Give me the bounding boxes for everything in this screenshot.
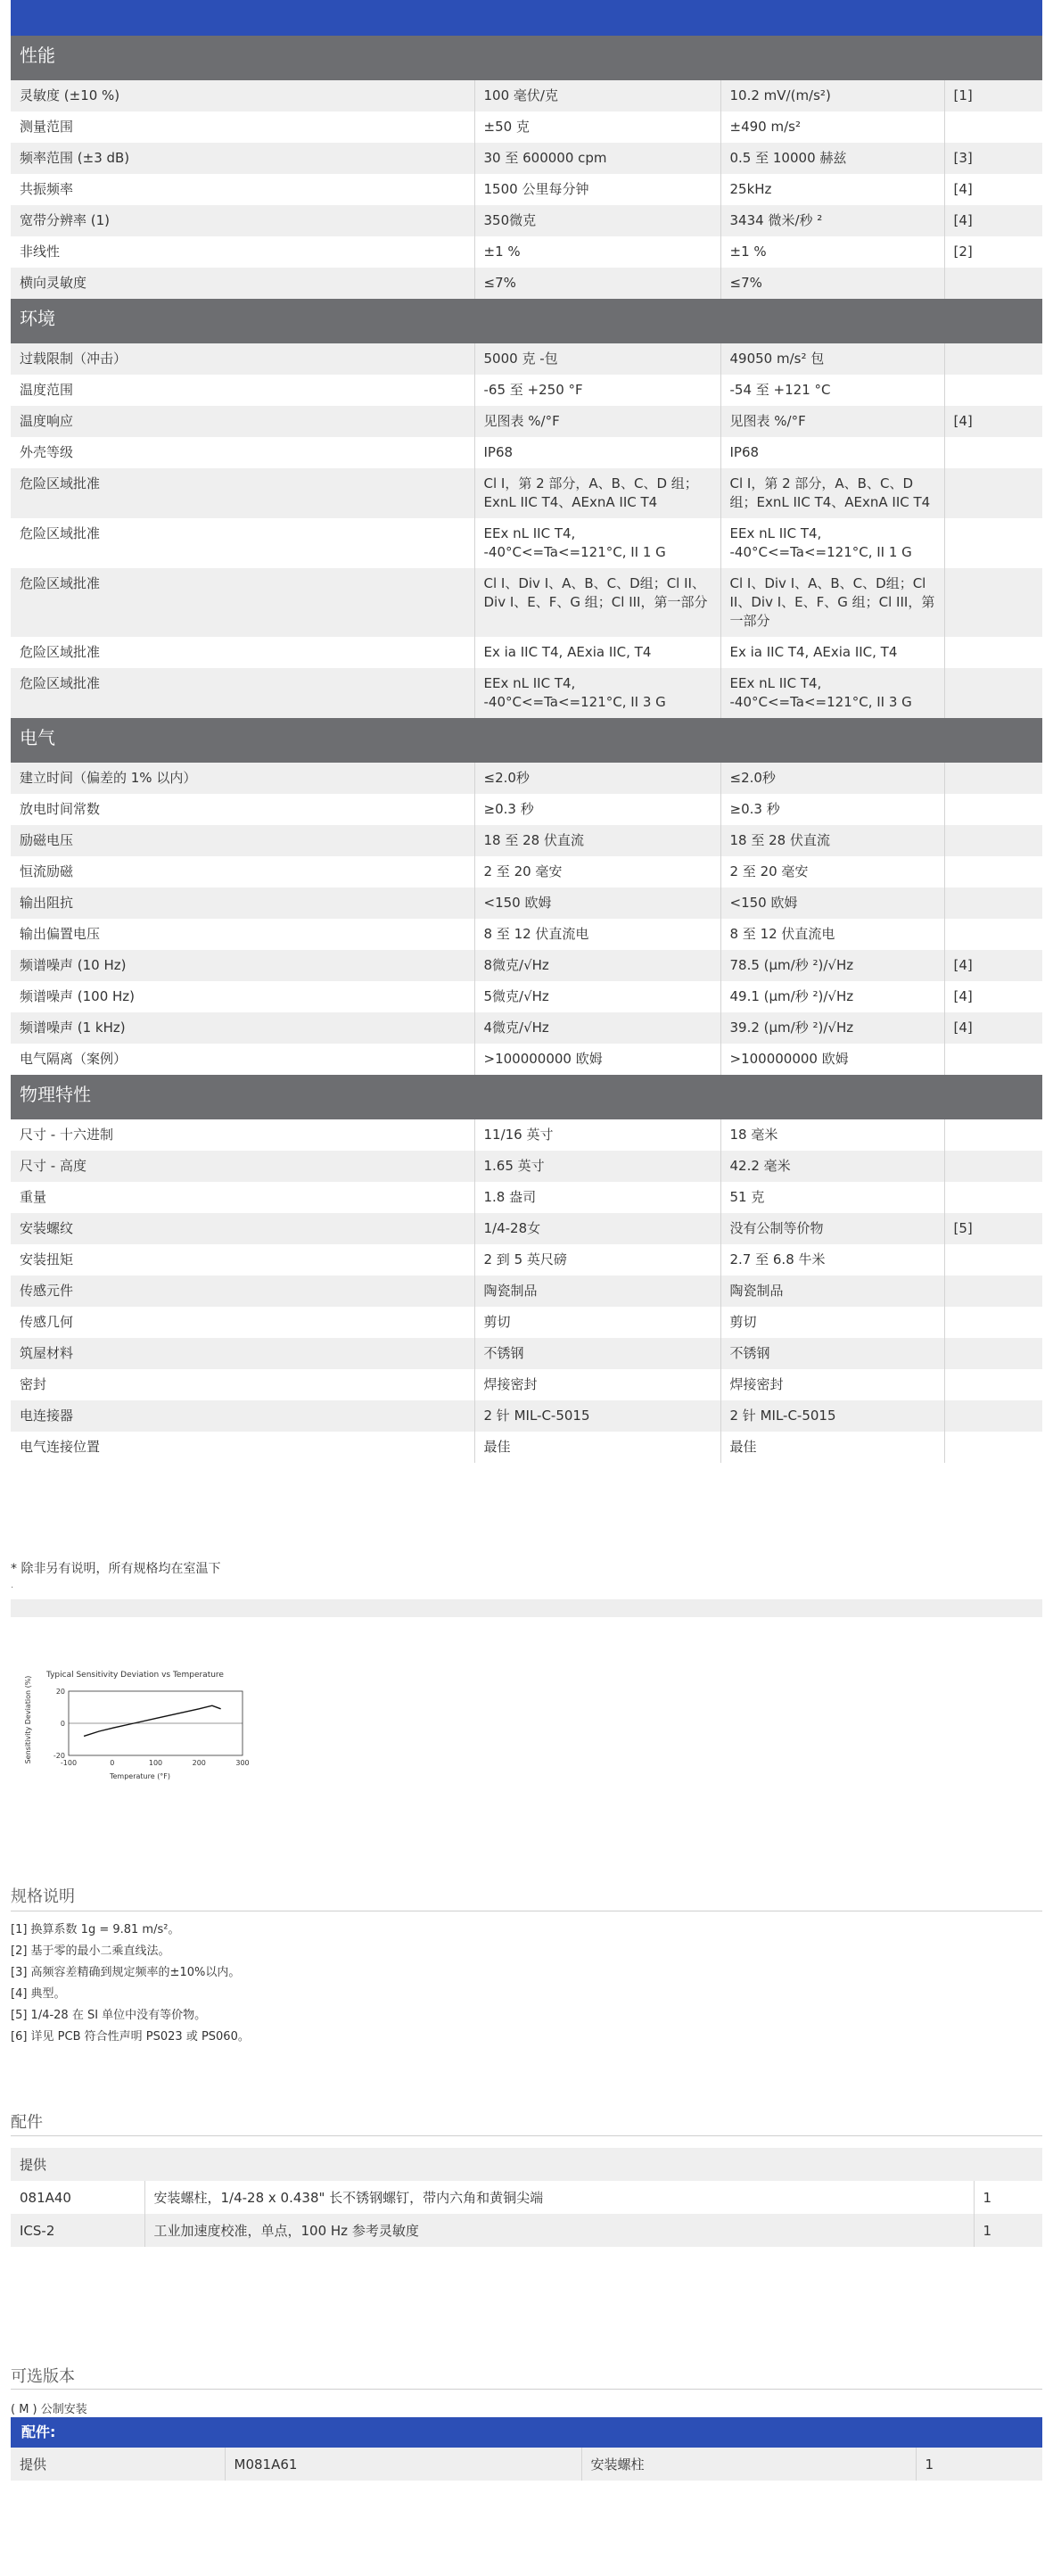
spec-imperial-value: EEx nL IIC T4, -40°C<=Ta<=121°C, II 1 G: [474, 518, 720, 568]
spec-si-value: 18 至 28 伏直流: [720, 825, 944, 856]
spec-si-value: Cl I，第 2 部分，A、B、C、D 组；ExnL IIC T4、AExnA IIC T4: [720, 468, 944, 518]
optional-bar-label: 配件:: [21, 2423, 56, 2440]
chart-ylabel: Sensitivity Deviation (%): [24, 1675, 32, 1764]
spec-imperial-value: 100 毫伏/克: [474, 80, 720, 111]
spec-note: [944, 343, 1042, 375]
spec-label: 励磁电压: [11, 825, 474, 856]
optional-variant: ( M ) 公制安装: [11, 2403, 87, 2416]
section-header: [11, 36, 1042, 80]
spec-si-value: EEx nL IIC T4, -40°C<=Ta<=121°C, II 1 G: [720, 518, 944, 568]
chart-xtick-label: 100: [148, 1759, 163, 1767]
spec-imperial-value: ±1 %: [474, 236, 720, 268]
spec-si-value: ±490 m/s²: [720, 111, 944, 143]
spec-label: 输出阻抗: [11, 888, 474, 919]
spec-imperial-value: 1500 公里每分钟: [474, 174, 720, 205]
spec-note: [944, 111, 1042, 143]
spec-table: [11, 36, 1043, 1463]
chart-ytick-label: -20: [53, 1752, 65, 1760]
divider-strip: [11, 1599, 1042, 1617]
spec-si-value: Cl I、Div I、A、B、C、D组；Cl II、Div I、E、F、G 组；Cl III，第一部分: [720, 568, 944, 637]
section-title: 物理特性: [11, 1075, 1042, 1119]
spec-si-value: 没有公制等价物: [720, 1213, 944, 1244]
spec-imperial-value: 2 至 20 毫安: [474, 856, 720, 888]
table-row: [11, 919, 1042, 950]
table-row: [11, 343, 1042, 375]
spec-imperial-value: EEx nL IIC T4, -40°C<=Ta<=121°C, II 3 G: [474, 668, 720, 718]
spec-si-value: 见图表 %/°F: [720, 406, 944, 437]
spec-imperial-value: 11/16 英寸: [474, 1119, 720, 1151]
table-row: [11, 825, 1042, 856]
spec-label: 非线性: [11, 236, 474, 268]
spec-imperial-value: IP68: [474, 437, 720, 468]
table-row: [11, 1276, 1042, 1307]
chart-svg: [20, 1666, 269, 1791]
spec-si-value: 陶瓷制品: [720, 1276, 944, 1307]
spec-imperial-value: 5微克/√Hz: [474, 981, 720, 1012]
note-item: [4] 典型。: [11, 1987, 66, 2001]
spec-label: 危险区域批准: [11, 518, 474, 568]
spec-note: [944, 1151, 1042, 1182]
spec-imperial-value: 1.8 盎司: [474, 1182, 720, 1213]
spec-imperial-value: ≤2.0秒: [474, 763, 720, 794]
spec-imperial-value: 4微克/√Hz: [474, 1012, 720, 1044]
spec-si-value: 焊接密封: [720, 1369, 944, 1400]
spec-imperial-value: Cl I，第 2 部分，A、B、C、D 组；ExnL IIC T4、AExnA IIC T4: [474, 468, 720, 518]
accessories-table: [11, 2148, 1042, 2247]
accessory-qty: 1: [974, 2181, 1042, 2214]
accessory-model[interactable]: ICS-2: [11, 2214, 144, 2247]
spec-label: 温度范围: [11, 375, 474, 406]
table-row: [11, 518, 1042, 568]
spec-note: [944, 1182, 1042, 1213]
spec-imperial-value: <150 欧姆: [474, 888, 720, 919]
accessories-header: 提供: [11, 2148, 1042, 2181]
spec-label: 电连接器: [11, 1400, 474, 1432]
spec-si-value: 18 毫米: [720, 1119, 944, 1151]
accessories-header-row: [11, 2148, 1042, 2181]
table-row: [11, 406, 1042, 437]
spec-imperial-value: 2 到 5 英尺磅: [474, 1244, 720, 1276]
spec-note: [944, 1432, 1042, 1463]
spec-label: 宽带分辨率 (1): [11, 205, 474, 236]
spec-note: [2]: [944, 236, 1042, 268]
spec-note: [944, 1244, 1042, 1276]
spec-note: [944, 1400, 1042, 1432]
table-row: [11, 568, 1042, 637]
optional-type: 提供: [11, 2448, 225, 2481]
spec-note: [4]: [944, 205, 1042, 236]
spec-si-value: ≤7%: [720, 268, 944, 299]
chart-ytick-label: 20: [55, 1688, 65, 1696]
accessory-description: 安装螺柱，1/4-28 x 0.438" 长不锈钢螺钉，带内六角和黄铜尖端: [144, 2181, 974, 2214]
spec-si-value: 39.2 (μm/秒 ²)/√Hz: [720, 1012, 944, 1044]
section-header: [11, 718, 1042, 763]
accessory-qty: 1: [974, 2214, 1042, 2247]
spec-note: [5]: [944, 1213, 1042, 1244]
spec-label: 密封: [11, 1369, 474, 1400]
spec-note: [944, 375, 1042, 406]
spec-label: 传感几何: [11, 1307, 474, 1338]
spec-imperial-value: 见图表 %/°F: [474, 406, 720, 437]
spec-label: 传感元件: [11, 1276, 474, 1307]
table-row: [11, 1213, 1042, 1244]
tiny-mark: .: [11, 1581, 14, 1590]
table-row: [11, 794, 1042, 825]
spec-note: [944, 637, 1042, 668]
note-item: [2] 基于零的最小二乘直线法。: [11, 1944, 170, 1958]
table-row: [11, 375, 1042, 406]
spec-imperial-value: ≤7%: [474, 268, 720, 299]
table-row: [11, 111, 1042, 143]
spec-label: 外壳等级: [11, 437, 474, 468]
spec-si-value: 3434 微米/秒 ²: [720, 205, 944, 236]
spec-imperial-value: 不锈钢: [474, 1338, 720, 1369]
spec-si-value: EEx nL IIC T4, -40°C<=Ta<=121°C, II 3 G: [720, 668, 944, 718]
section-header: [11, 1075, 1042, 1119]
spec-label: 安装扭矩: [11, 1244, 474, 1276]
chart-ytick-label: 0: [60, 1720, 65, 1728]
table-row: [11, 856, 1042, 888]
table-row: [11, 668, 1042, 718]
spec-imperial-value: 18 至 28 伏直流: [474, 825, 720, 856]
spec-imperial-value: 焊接密封: [474, 1369, 720, 1400]
spec-label: 温度响应: [11, 406, 474, 437]
spec-si-value: 78.5 (μm/秒 ²)/√Hz: [720, 950, 944, 981]
table-row: [11, 1369, 1042, 1400]
spec-imperial-value: 8微克/√Hz: [474, 950, 720, 981]
table-row: [11, 637, 1042, 668]
table-row: [11, 437, 1042, 468]
table-row: [11, 205, 1042, 236]
spec-si-value: 25kHz: [720, 174, 944, 205]
accessory-description: 工业加速度校准，单点，100 Hz 参考灵敏度: [144, 2214, 974, 2247]
spec-imperial-value: ±50 克: [474, 111, 720, 143]
spec-label: 放电时间常数: [11, 794, 474, 825]
spec-note: [944, 437, 1042, 468]
chart-xtick-label: 0: [110, 1759, 115, 1767]
chart-xtick-label: 200: [192, 1759, 206, 1767]
table-row: [11, 1432, 1042, 1463]
spec-si-value: 10.2 mV/(m/s²): [720, 80, 944, 111]
spec-label: 电气隔离（案例）: [11, 1044, 474, 1075]
spec-si-value: 51 克: [720, 1182, 944, 1213]
section-title: 环境: [11, 299, 1042, 343]
spec-si-value: 最佳: [720, 1432, 944, 1463]
note-item: [6] 详见 PCB 符合性声明 PS023 或 PS060。: [11, 2030, 250, 2043]
table-row: [11, 174, 1042, 205]
section-header: [11, 299, 1042, 343]
spec-imperial-value: 5000 克 -包: [474, 343, 720, 375]
spec-note: [944, 1044, 1042, 1075]
spec-si-value: 2 针 MIL-C-5015: [720, 1400, 944, 1432]
spec-si-value: 2.7 至 6.8 牛米: [720, 1244, 944, 1276]
spec-imperial-value: 陶瓷制品: [474, 1276, 720, 1307]
spec-label: 电气连接位置: [11, 1432, 474, 1463]
top-accent-bar: [11, 0, 1042, 36]
optional-qty: 1: [916, 2448, 1042, 2481]
notes-title: 规格说明: [11, 1887, 75, 1906]
spec-note: [944, 1307, 1042, 1338]
optional-title: 可选版本: [11, 2367, 75, 2386]
table-row: [11, 268, 1042, 299]
table-row: [11, 1119, 1042, 1151]
accessories-rule: [11, 2135, 1042, 2136]
spec-si-value: ≥0.3 秒: [720, 794, 944, 825]
spec-si-value: 8 至 12 伏直流电: [720, 919, 944, 950]
table-row: [11, 1400, 1042, 1432]
spec-imperial-value: >100000000 欧姆: [474, 1044, 720, 1075]
table-row: [11, 2214, 1042, 2247]
spec-note: [944, 763, 1042, 794]
spec-label: 尺寸 - 十六进制: [11, 1119, 474, 1151]
spec-si-value: <150 欧姆: [720, 888, 944, 919]
spec-note: [944, 888, 1042, 919]
spec-label: 测量范围: [11, 111, 474, 143]
table-row: [11, 1044, 1042, 1075]
chart-title: Typical Sensitivity Deviation vs Temperature: [46, 1671, 224, 1680]
spec-note: [944, 794, 1042, 825]
spec-note: [944, 1119, 1042, 1151]
table-row: [11, 981, 1042, 1012]
spec-note: [4]: [944, 1012, 1042, 1044]
spec-label: 建立时间（偏差的 1% 以内）: [11, 763, 474, 794]
spec-note: [4]: [944, 406, 1042, 437]
spec-si-value: ≤2.0秒: [720, 763, 944, 794]
temperature-chart: [20, 1666, 269, 1791]
spec-note: [944, 919, 1042, 950]
spec-si-value: -54 至 +121 °C: [720, 375, 944, 406]
spec-si-value: 剪切: [720, 1307, 944, 1338]
chart-xtick-label: 300: [235, 1759, 250, 1767]
optional-rule: [11, 2389, 1042, 2390]
table-row: [11, 1151, 1042, 1182]
note-item: [5] 1/4-28 在 SI 单位中没有等价物。: [11, 2009, 207, 2022]
spec-note: [944, 825, 1042, 856]
spec-note: [944, 1276, 1042, 1307]
spec-label: 安装螺纹: [11, 1213, 474, 1244]
spec-label: 过载限制（冲击）: [11, 343, 474, 375]
table-row: [11, 236, 1042, 268]
spec-imperial-value: 350微克: [474, 205, 720, 236]
spec-si-value: 0.5 至 10000 赫兹: [720, 143, 944, 174]
chart-xlabel: Temperature (°F): [109, 1772, 171, 1780]
spec-si-value: >100000000 欧姆: [720, 1044, 944, 1075]
spec-si-value: 49050 m/s² 包: [720, 343, 944, 375]
optional-model[interactable]: M081A61: [225, 2448, 581, 2481]
accessory-model[interactable]: 081A40: [11, 2181, 144, 2214]
spec-note: [944, 856, 1042, 888]
table-row: [11, 1338, 1042, 1369]
spec-si-value: 49.1 (μm/秒 ²)/√Hz: [720, 981, 944, 1012]
spec-note: [944, 668, 1042, 718]
spec-label: 共振频率: [11, 174, 474, 205]
table-row: [11, 888, 1042, 919]
section-title: 电气: [11, 718, 1042, 763]
spec-imperial-value: 8 至 12 伏直流电: [474, 919, 720, 950]
spec-note: [4]: [944, 981, 1042, 1012]
spec-si-value: IP68: [720, 437, 944, 468]
spec-imperial-value: 剪切: [474, 1307, 720, 1338]
table-row: [11, 763, 1042, 794]
spec-note: [944, 568, 1042, 637]
spec-si-value: ±1 %: [720, 236, 944, 268]
spec-note: [1]: [944, 80, 1042, 111]
spec-imperial-value: 1/4-28女: [474, 1213, 720, 1244]
table-row: [11, 1182, 1042, 1213]
spec-label: 频率范围 (±3 dB): [11, 143, 474, 174]
spec-note: [4]: [944, 950, 1042, 981]
spec-label: 危险区域批准: [11, 568, 474, 637]
spec-note: [4]: [944, 174, 1042, 205]
spec-label: 频谱噪声 (10 Hz): [11, 950, 474, 981]
table-row: [11, 143, 1042, 174]
table-row: [11, 950, 1042, 981]
spec-label: 灵敏度 (±10 %): [11, 80, 474, 111]
optional-description: 安装螺柱: [581, 2448, 916, 2481]
section-title: 性能: [11, 36, 1042, 80]
spec-si-value: 不锈钢: [720, 1338, 944, 1369]
spec-label: 危险区域批准: [11, 468, 474, 518]
notes-list: [11, 1920, 250, 2048]
spec-si-value: 2 至 20 毫安: [720, 856, 944, 888]
chart-xtick-label: -100: [60, 1759, 78, 1767]
spec-label: 输出偏置电压: [11, 919, 474, 950]
spec-label: 频谱噪声 (100 Hz): [11, 981, 474, 1012]
note-item: [1] 换算系数 1g = 9.81 m/s²。: [11, 1923, 180, 1936]
spec-note: [944, 268, 1042, 299]
table-row: [11, 1244, 1042, 1276]
accessories-title: 配件: [11, 2113, 43, 2132]
table-row: [11, 1307, 1042, 1338]
spec-note: [3]: [944, 143, 1042, 174]
spec-si-value: 42.2 毫米: [720, 1151, 944, 1182]
optional-table: [11, 2448, 1042, 2481]
table-row: [11, 468, 1042, 518]
spec-imperial-value: Cl I、Div I、A、B、C、D组；Cl II、Div I、E、F、G 组；Cl III，第一部分: [474, 568, 720, 637]
spec-note: [944, 1338, 1042, 1369]
general-footnote: * 除非另有说明，所有规格均在室温下: [11, 1562, 221, 1576]
spec-label: 筑屋材料: [11, 1338, 474, 1369]
note-item: [3] 高频容差精确到规定频率的±10%以内。: [11, 1966, 241, 1979]
spec-label: 危险区域批准: [11, 668, 474, 718]
spec-imperial-value: -65 至 +250 °F: [474, 375, 720, 406]
spec-si-value: Ex ia IIC T4, AExia IIC, T4: [720, 637, 944, 668]
spec-imperial-value: Ex ia IIC T4, AExia IIC, T4: [474, 637, 720, 668]
spec-label: 重量: [11, 1182, 474, 1213]
spec-imperial-value: 1.65 英寸: [474, 1151, 720, 1182]
spec-label: 横向灵敏度: [11, 268, 474, 299]
spec-imperial-value: 最佳: [474, 1432, 720, 1463]
spec-note: [944, 1369, 1042, 1400]
optional-accessories-bar: [11, 2417, 1042, 2448]
spec-label: 恒流励磁: [11, 856, 474, 888]
table-row: [11, 2181, 1042, 2214]
spec-note: [944, 468, 1042, 518]
spec-label: 频谱噪声 (1 kHz): [11, 1012, 474, 1044]
spec-note: [944, 518, 1042, 568]
spec-label: 危险区域批准: [11, 637, 474, 668]
table-row: [11, 80, 1042, 111]
table-row: [11, 2448, 1042, 2481]
spec-imperial-value: 2 针 MIL-C-5015: [474, 1400, 720, 1432]
table-row: [11, 1012, 1042, 1044]
spec-imperial-value: 30 至 600000 cpm: [474, 143, 720, 174]
chart-series-line: [84, 1705, 221, 1736]
spec-label: 尺寸 - 高度: [11, 1151, 474, 1182]
spec-imperial-value: ≥0.3 秒: [474, 794, 720, 825]
